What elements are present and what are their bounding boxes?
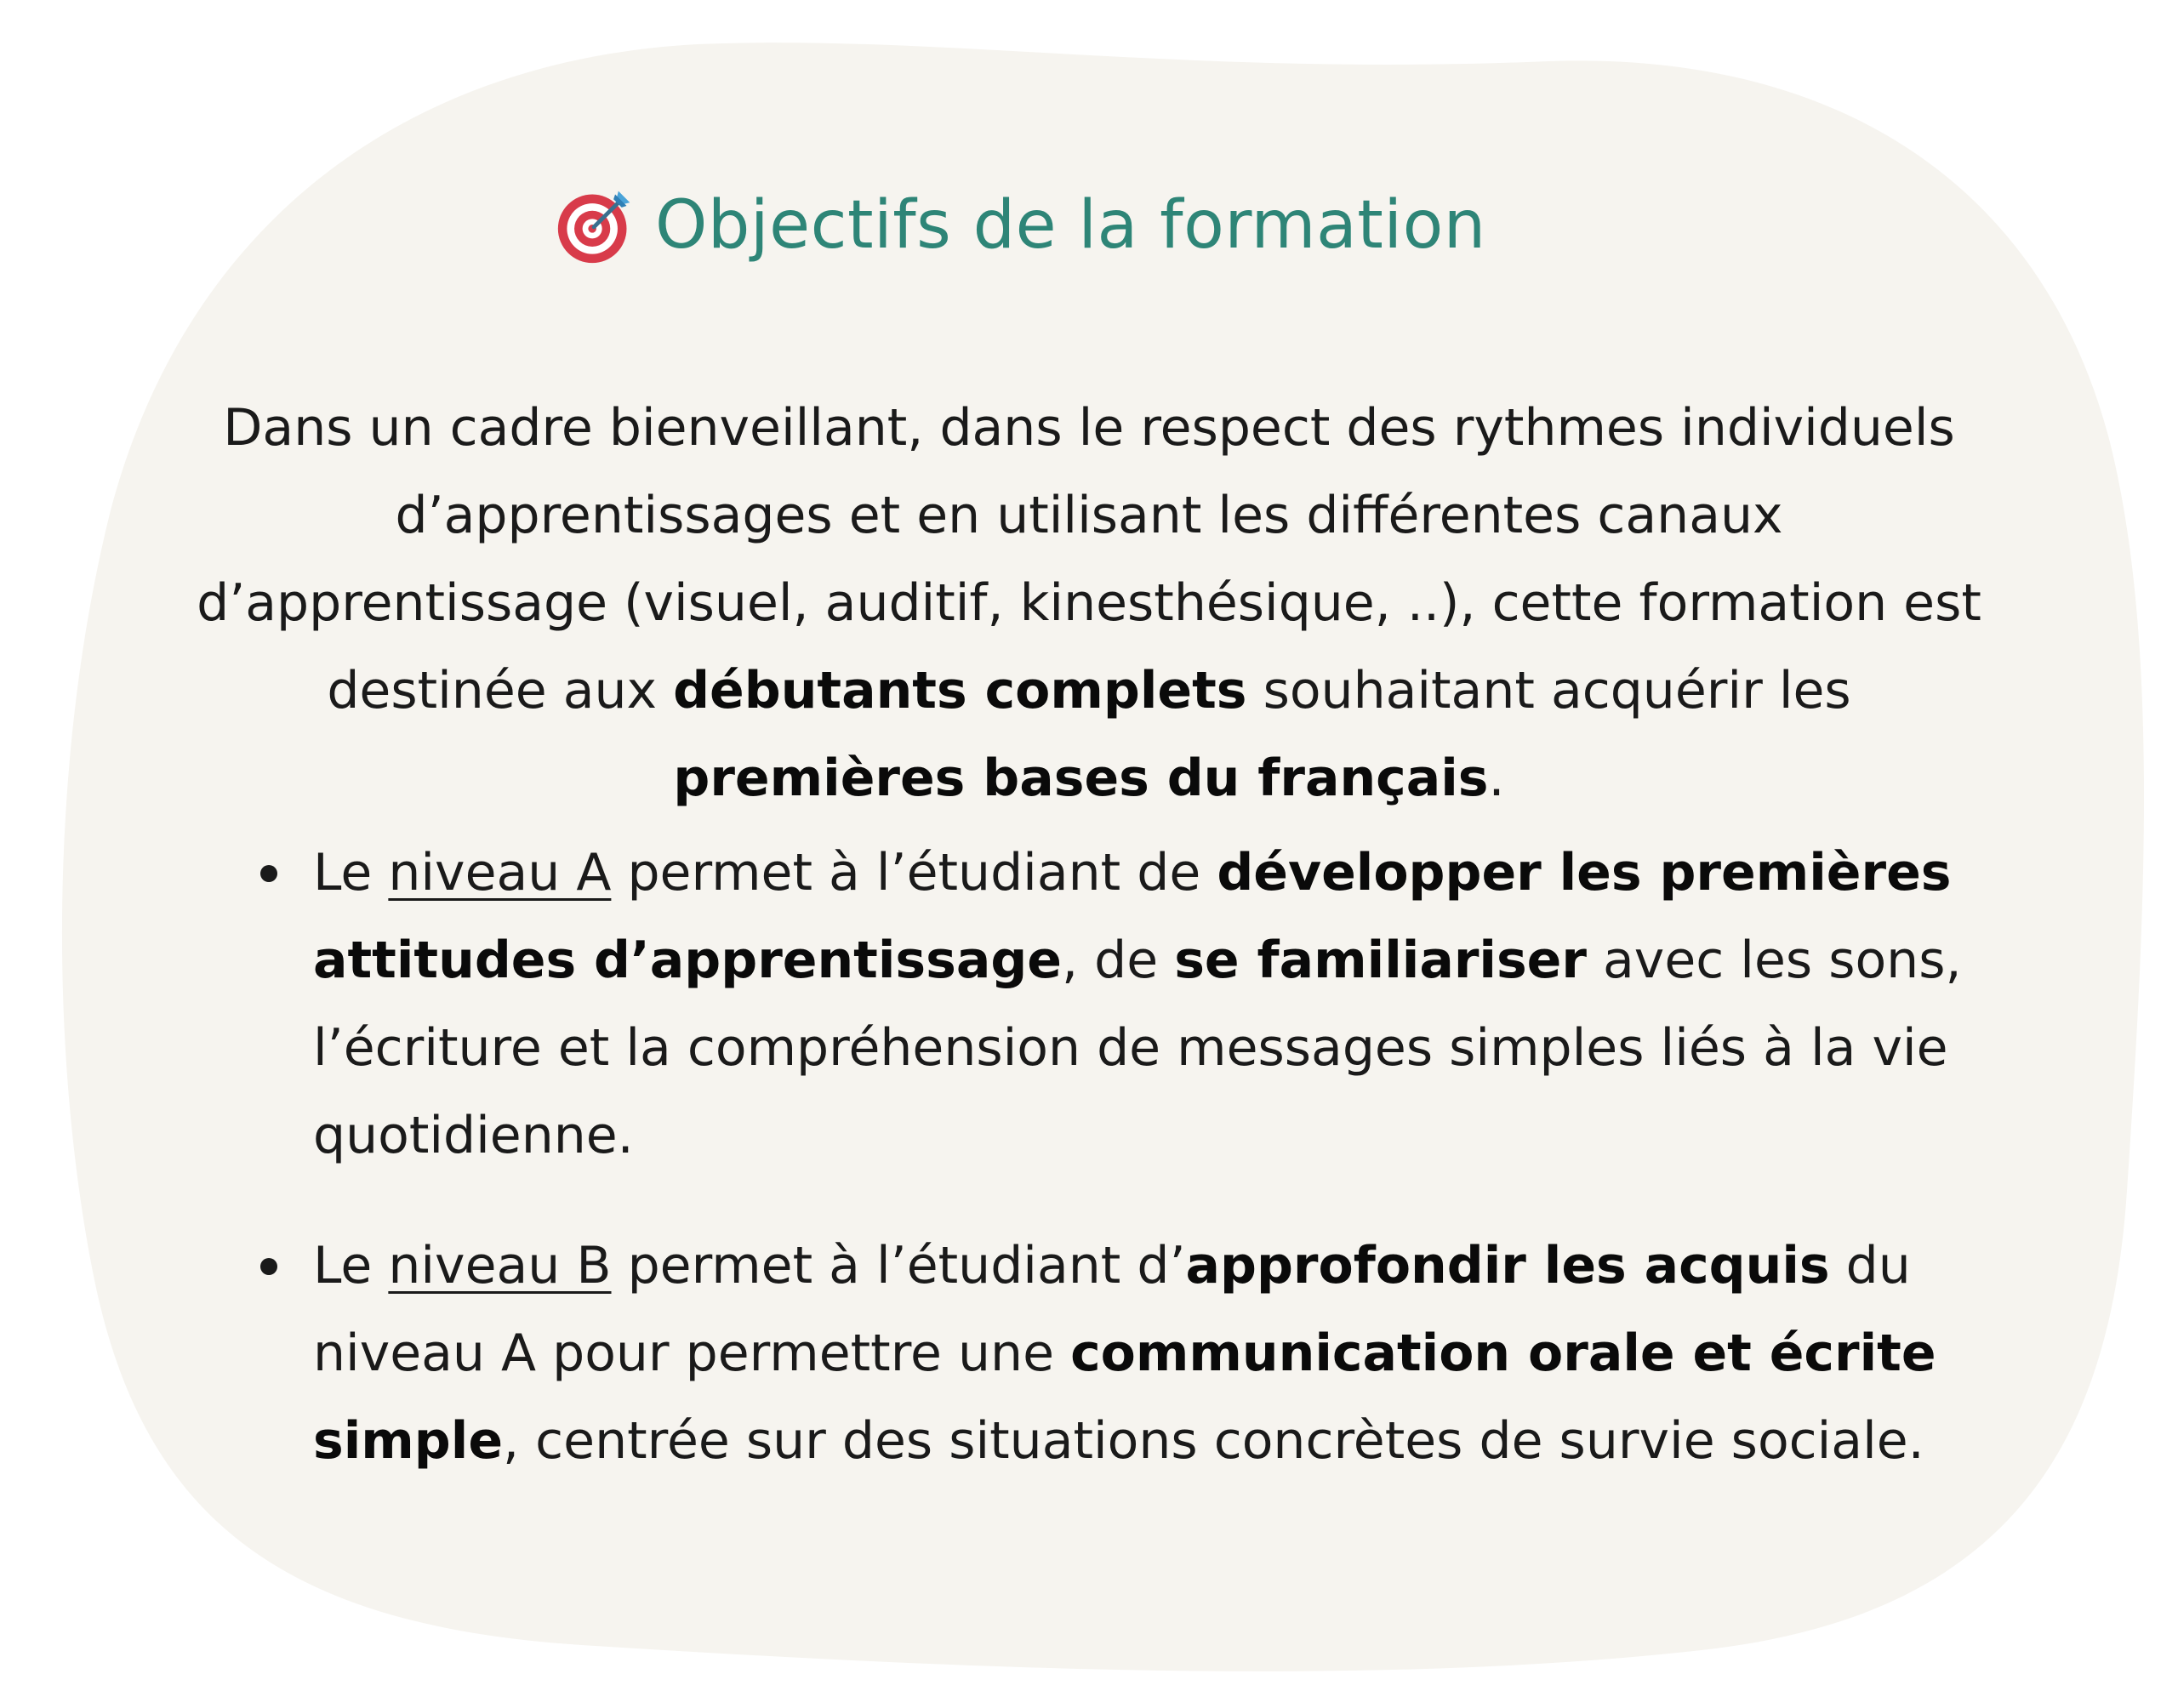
bullet-text: permet à l’étudiant d’: [611, 1236, 1186, 1295]
bullet-text: , de: [1062, 931, 1175, 990]
list-item-niveau-a: [313, 829, 1998, 1180]
intro-bold-1: débutants complets: [673, 661, 1247, 720]
page-title: Objectifs de la formation: [655, 187, 1486, 264]
bullet-dot-icon: [260, 865, 277, 882]
bullet-dot-icon: [260, 1258, 277, 1275]
bullet-bold: développer les premières attitudes d’apprentissage: [313, 843, 1952, 990]
niveau-a-label: niveau A: [388, 843, 612, 902]
niveau-b-label: niveau B: [388, 1236, 612, 1295]
bullet-text: , centrée sur des situations concrètes de survie sociale.: [503, 1411, 1924, 1471]
intro-text-1: Dans un cadre bienveillant, dans le respect des rythmes individuels d’apprentissages et en utilisant les différentes canaux d’apprentissage (visuel, auditif, kinesthésique, ..), cette formation est destinée aux: [197, 398, 1981, 720]
section-heading: [555, 174, 1486, 276]
bullet-bold: approfondir les acquis: [1185, 1236, 1830, 1295]
target-dart-icon: [555, 185, 636, 266]
objectives-list: [313, 829, 1998, 1485]
list-item-niveau-b: [313, 1222, 1998, 1485]
bullet-bold: communication orale et écrite simple: [313, 1324, 1936, 1471]
bullet-prefix: Le: [313, 1236, 389, 1295]
intro-bold-2: premières bases du français: [673, 749, 1489, 808]
bullet-prefix: Le: [313, 843, 389, 902]
intro-paragraph: [196, 384, 1982, 823]
bullet-text: avec les sons, l’écriture et la compréhension de messages simples liés à la vie quotidienne.: [313, 931, 1962, 1165]
bullet-text: permet à l’étudiant de: [611, 843, 1217, 902]
intro-text-3: .: [1488, 749, 1505, 808]
bullet-bold: se familiariser: [1174, 931, 1587, 990]
intro-text-2: souhaitant acquérir les: [1246, 661, 1851, 720]
bullet-text: du niveau A pour permettre une: [313, 1236, 1911, 1383]
